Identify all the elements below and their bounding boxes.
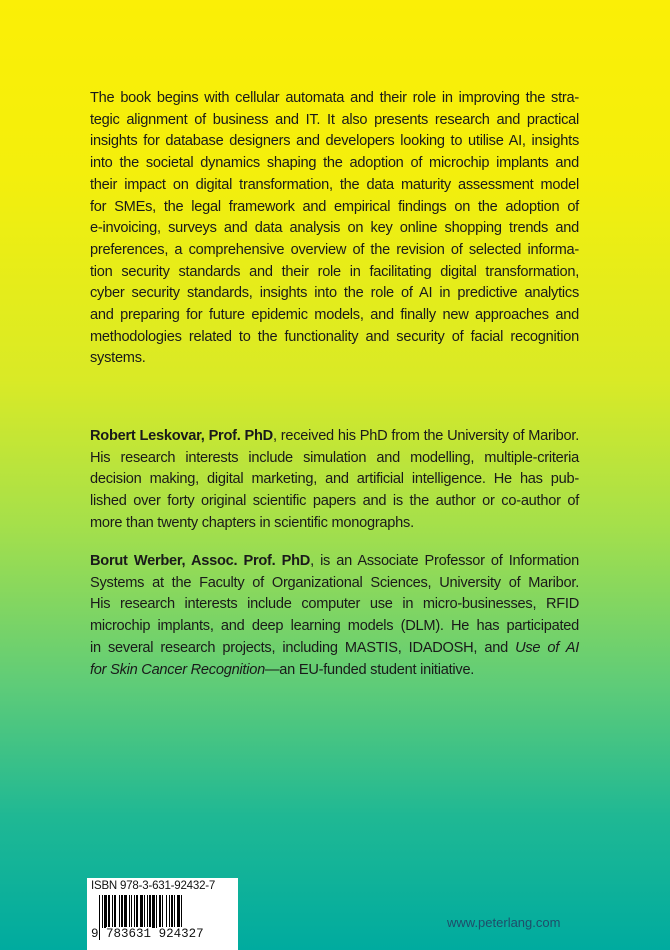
bio-line: His research interests include computer use in micro-businesses, RFID [90, 596, 579, 613]
barcode-bar [162, 895, 163, 928]
barcode-bar [159, 895, 161, 928]
author-bio-leskovar [90, 426, 579, 535]
bio-line: more than twenty chapters in scientific monographs. [90, 514, 414, 531]
description-line: for SMEs, the legal framework and empirical findings on the adoption of [90, 198, 579, 215]
project-title: Use of AI [515, 639, 579, 656]
description-line: their impact on digital transformation, the data maturity assessment model [90, 176, 579, 193]
barcode-bar [104, 895, 107, 928]
description-line: insights for database designers and developers looking to utilise AI, insights [90, 133, 579, 150]
ean-digits-left: 783631 [106, 927, 152, 941]
barcode-bar [140, 895, 143, 928]
description-line: The book begins with cellular automata and their role in improving the stra- [90, 90, 579, 106]
barcode-bar [147, 895, 148, 928]
barcode-bar [134, 895, 135, 928]
description-line: systems. [90, 350, 146, 367]
isbn-label: ISBN 978-3-631-92432-7 [91, 880, 216, 892]
project-title: for Skin Cancer Recognition [90, 661, 265, 678]
barcode-bar [149, 895, 151, 928]
barcode-digits [91, 927, 234, 941]
bio-line: His research interests include simulation and modelling, multiple-criteria [90, 449, 579, 466]
bio-line: lished over forty original scientific papers and is the author or co-author of [90, 493, 579, 510]
publisher-url[interactable]: www.peterlang.com [447, 915, 561, 930]
bio-line: decision making, digital marketing, and artificial intelligence. He has pub- [90, 471, 579, 488]
bio-text: in several research projects, including MASTIS, IDADOSH, and [90, 639, 516, 656]
barcode-bar [119, 895, 120, 928]
description-line: e-invoicing, surveys and data analysis on key online shopping trends and [90, 220, 579, 237]
author-name: Borut Werber, Assoc. Prof. PhD [90, 553, 311, 569]
barcode-bar [171, 895, 173, 928]
bio-line [90, 638, 579, 660]
author-name: Robert Leskovar, Prof. PhD [90, 428, 273, 444]
description-line: methodologies related to the functionality and security of facial recognition [90, 328, 579, 345]
barcode-bar [152, 895, 155, 928]
bio-line: Systems at the Faculty of Organizational Sciences, University of Maribor. [90, 574, 579, 591]
description-line: cyber security standards, insights into the role of AI in predictive analytics [90, 285, 579, 302]
barcode-bar [102, 895, 103, 928]
bio-text: , received his PhD from the University of Maribor. [272, 428, 579, 444]
ean-digits-right: 924327 [158, 927, 204, 941]
barcode-bar [121, 895, 123, 928]
bio-line: microchip implants, and deep learning models (DLM). He has participated [90, 618, 579, 635]
barcode-bar [144, 895, 145, 928]
barcode-bar [131, 895, 132, 928]
barcode-bar [124, 895, 127, 928]
description-line: tion security standards and their role in facilitating digital transformation, [90, 263, 579, 280]
bio-text: , is an Associate Professor of Information [310, 553, 580, 569]
barcode-bar [166, 895, 167, 928]
ean-digit: 9 [91, 927, 99, 941]
book-description [90, 88, 579, 370]
bio-line [90, 660, 579, 682]
barcode-bar [129, 895, 130, 928]
barcode-bar [114, 895, 116, 928]
barcode-bar [136, 895, 138, 928]
barcode-bar [112, 895, 113, 928]
barcode-bar [169, 895, 170, 928]
barcode-bar [108, 895, 110, 928]
description-line: preferences, a comprehensive overview of the revision of selected informa- [90, 241, 579, 258]
description-line: into the societal dynamics shaping the adoption of microchip implants and [90, 155, 579, 172]
bio-text: —an EU-funded student initiative. [264, 661, 475, 678]
barcode-bar [156, 895, 157, 928]
barcode-bar [174, 895, 175, 928]
isbn-barcode [87, 878, 238, 950]
barcode-bar [181, 895, 182, 928]
description-line: and preparing for future epidemic models, and finally new approaches and [90, 307, 579, 324]
author-bio-werber [90, 551, 579, 681]
barcode-bar [177, 895, 180, 928]
description-line: tegic alignment of business and IT. It also presents research and practical [90, 111, 579, 128]
